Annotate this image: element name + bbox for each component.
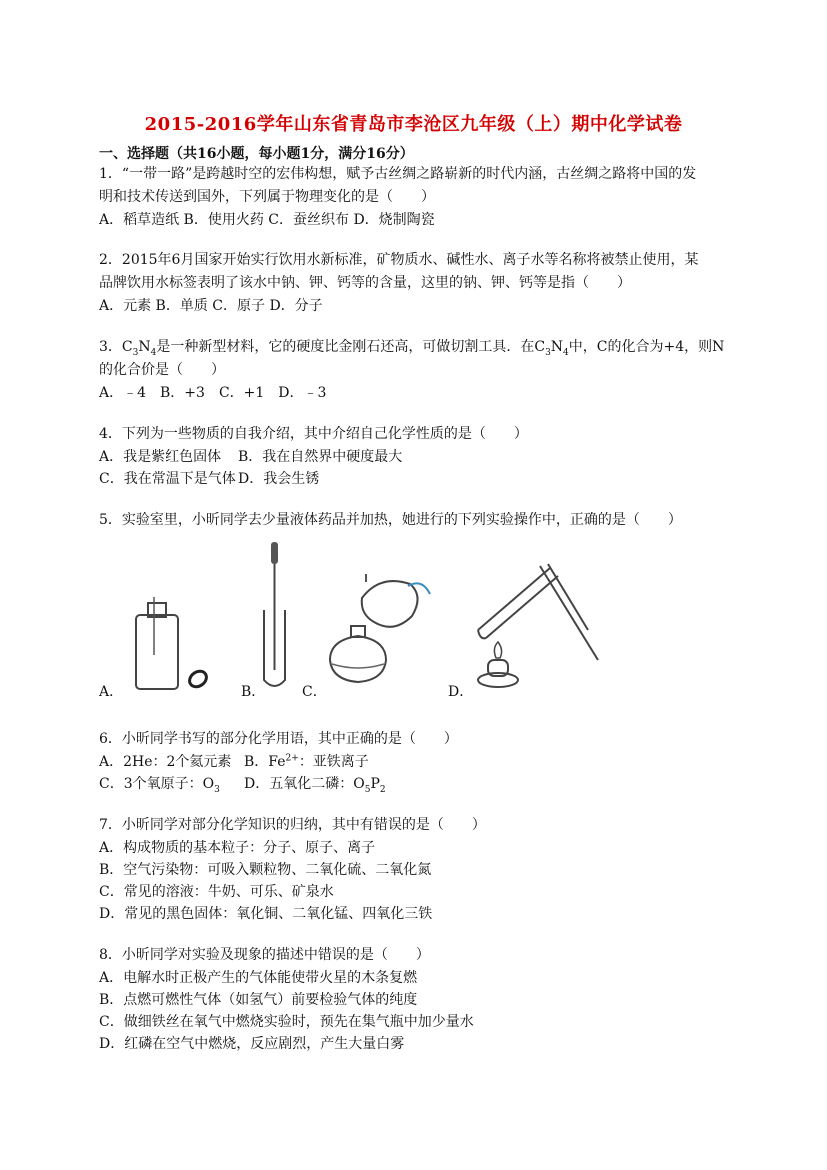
section-heading: 一、选择题（共16小题，每小题1分，满分16分） <box>99 146 414 162</box>
q8-optB: B．点燃可燃性气体（如氢气）前要检验气体的纯度 <box>99 992 418 1008</box>
q6-optD-sub1: 5 <box>364 784 371 795</box>
figure-d-label: D． <box>448 684 474 700</box>
q8-optA: A．电解水时正极产生的气体能使带火星的木条复燃 <box>99 970 418 986</box>
q3-sub1: 3 <box>132 347 139 358</box>
q4-optC: C．我在常温下是气体 <box>99 471 236 487</box>
q2-line2: 品牌饮用水标签表明了该水中钠、钾、钙等的含量，这里的钠、钾、钙等是指（ ） <box>99 275 631 291</box>
q3-sub2: 4 <box>150 347 157 358</box>
q1-line1: 1．“一带一路”是跨越时空的宏伟构想，赋予古丝绸之路崭新的时代内涵，古丝绸之路将中国的发 <box>99 166 697 182</box>
exam-title: 2015-2016学年山东省青岛市李沧区九年级（上）期中化学试卷 <box>144 114 683 135</box>
q1-options: A．稻草造纸 B．使用火药 C．蚕丝织布 D．烧制陶瓷 <box>99 212 435 228</box>
q6-optC-sub: 3 <box>214 784 220 795</box>
q8-optC: C．做细铁丝在氧气中燃烧实验时，预先在集气瓶中加少量水 <box>99 1014 474 1030</box>
figure-a-label: A． <box>99 684 124 700</box>
q1-line2: 明和技术传送到国外，下列属于物理变化的是（ ） <box>99 189 435 205</box>
q4-optA: A．我是紫红色固体 <box>99 449 222 465</box>
q6-optC-pre: C．3个氧原子：O <box>99 776 215 792</box>
q7-line1: 7．小昕同学对部分化学知识的归纳，其中有错误的是（ ） <box>99 817 486 833</box>
q6-optB-post: ：亚铁离子 <box>298 754 369 770</box>
q7-optB: B．空气污染物：可吸入颗粒物、二氧化硫、二氧化氮 <box>99 862 432 878</box>
q6-optD-pre: D．五氧化二磷：O <box>244 776 365 792</box>
figure-c-label: C． <box>302 684 327 700</box>
q6-optB-charge: 2+ <box>285 753 299 764</box>
q6-optB-pre: B．Fe <box>244 754 286 770</box>
figure-c-alcohol-lamp <box>322 568 440 693</box>
q7-optA: A．构成物质的基本粒子：分子、原子、离子 <box>99 840 376 856</box>
q3-mid3: N <box>550 339 564 355</box>
q6-optC <box>99 773 220 795</box>
q3-prefix: 3．C <box>99 339 133 355</box>
q6-line1: 6．小昕同学书写的部分化学用语，其中正确的是（ ） <box>99 731 458 747</box>
q3-options: A．﹣4 B．+3 C．+1 D．﹣3 <box>99 385 327 401</box>
q8-line1: 8．小昕同学对实验及现象的描述中错误的是（ ） <box>99 947 430 963</box>
q6-optD-mid: P <box>370 776 380 792</box>
figure-b-dropper-in-tube <box>255 540 295 695</box>
figure-d-heating-test-tube <box>470 560 605 695</box>
q6-optB <box>244 751 369 771</box>
q6-optA: A．2He：2个氦元素 <box>99 754 232 770</box>
q3-suffix: 中，C的化合为+4，则N <box>568 339 725 355</box>
q2-options: A．元素 B．单质 C．原子 D．分子 <box>99 298 323 314</box>
q3-mid2: 是一种新型材料，它的硬度比金刚石还高，可做切割工具．在C <box>156 339 546 355</box>
q2-line1: 2．2015年6月国家开始实行饮用水新标准，矿物质水、碱性水、离子水等名称将被禁止使用，某 <box>99 252 699 268</box>
q3-sub3: 3 <box>545 347 551 358</box>
q7-optC: C．常见的溶液：牛奶、可乐、矿泉水 <box>99 884 334 900</box>
q4-optB: B．我在自然界中硬度最大 <box>238 449 403 465</box>
q6-optD-sub2: 2 <box>379 784 386 795</box>
q3-line2: 的化合价是（ ） <box>99 362 225 378</box>
q8-optD: D．红磷在空气中燃烧，反应剧烈，产生大量白雾 <box>99 1036 405 1052</box>
figure-b-label: B． <box>241 684 266 700</box>
q5-line1: 5．实验室里，小昕同学去少量液体药品并加热，她进行的下列实验操作中，正确的是（ ） <box>99 512 682 528</box>
q4-line1: 4．下列为一些物质的自我介绍，其中介绍自己化学性质的是（ ） <box>99 426 528 442</box>
q4-optD: D．我会生锈 <box>238 471 320 487</box>
q3-sub4: 4 <box>563 347 569 358</box>
q3-line1 <box>99 337 724 363</box>
q3-mid1: N <box>138 339 151 355</box>
q7-optD: D．常见的黑色固体：氧化铜、二氧化锰、四氧化三铁 <box>99 906 433 922</box>
figure-a-reagent-bottle <box>118 595 218 695</box>
q6-optD <box>244 773 386 795</box>
